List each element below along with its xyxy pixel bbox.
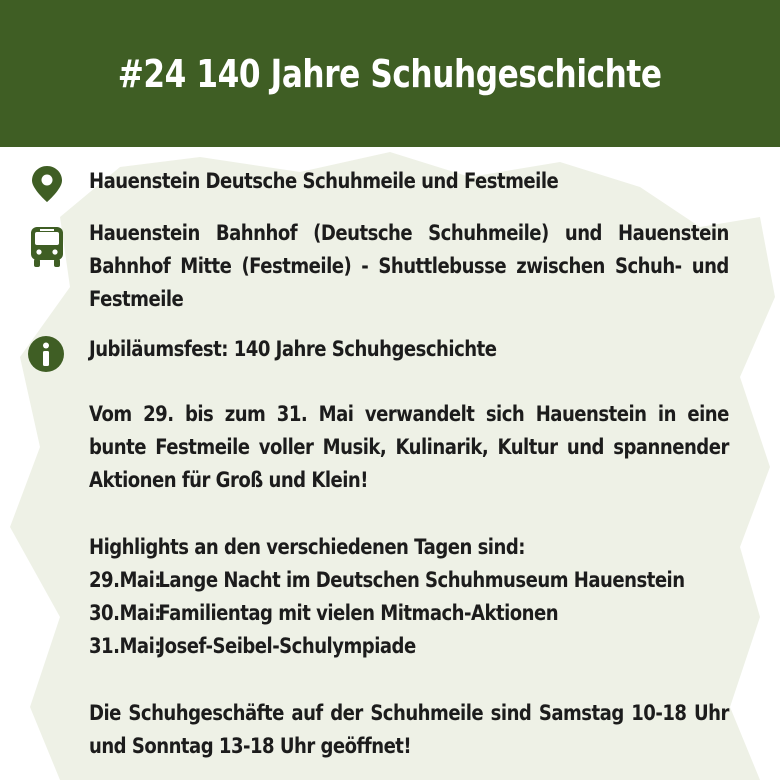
highlight-text: Lange Nacht im Deutschen Schuhmuseum Hauenstein [158,568,685,592]
highlights-list [89,564,729,663]
highlight-date: 30.Mai: [89,601,161,625]
header-banner [0,0,780,147]
highlight-text: Josef-Seibel-Schulympiade [158,634,416,658]
list-item [89,564,729,597]
info-icon [27,335,65,373]
transport-text: Hauenstein Bahnhof (Deutsche Schuhmeile) und Hauenstein Bahnhof Mitte (Festmeile) - Shuttlebusse zwischen Schuh- und Festmeile [89,221,729,311]
info-intro: Vom 29. bis zum 31. Mai verwandelt sich Hauenstein in eine bunte Festmeile voller Musik, Kulinarik, Kultur und spannender Aktionen für Groß und Klein! [89,402,729,492]
page-title: #24 140 Jahre Schuhgeschichte [118,51,662,96]
highlight-date: 29.Mai: [89,568,161,592]
highlight-text: Familientag mit vielen Mitmach-Aktionen [158,601,559,625]
list-item [89,597,729,630]
info-heading: Jubiläumsfest: 140 Jahre Schuhgeschichte [89,337,497,361]
highlights-heading: Highlights an den verschiedenen Tagen sind: [89,535,525,559]
list-item [89,630,729,663]
bus-icon [28,226,66,268]
opening-hours: Die Schuhgeschäfte auf der Schuhmeile sind Samstag 10-18 Uhr und Sonntag 13-18 Uhr geöffnet! [89,701,729,758]
highlight-date: 31.Mai: [89,634,161,658]
location-text: Hauenstein Deutsche Schuhmeile und Festmeile [89,169,559,193]
map-pin-icon [31,165,63,203]
